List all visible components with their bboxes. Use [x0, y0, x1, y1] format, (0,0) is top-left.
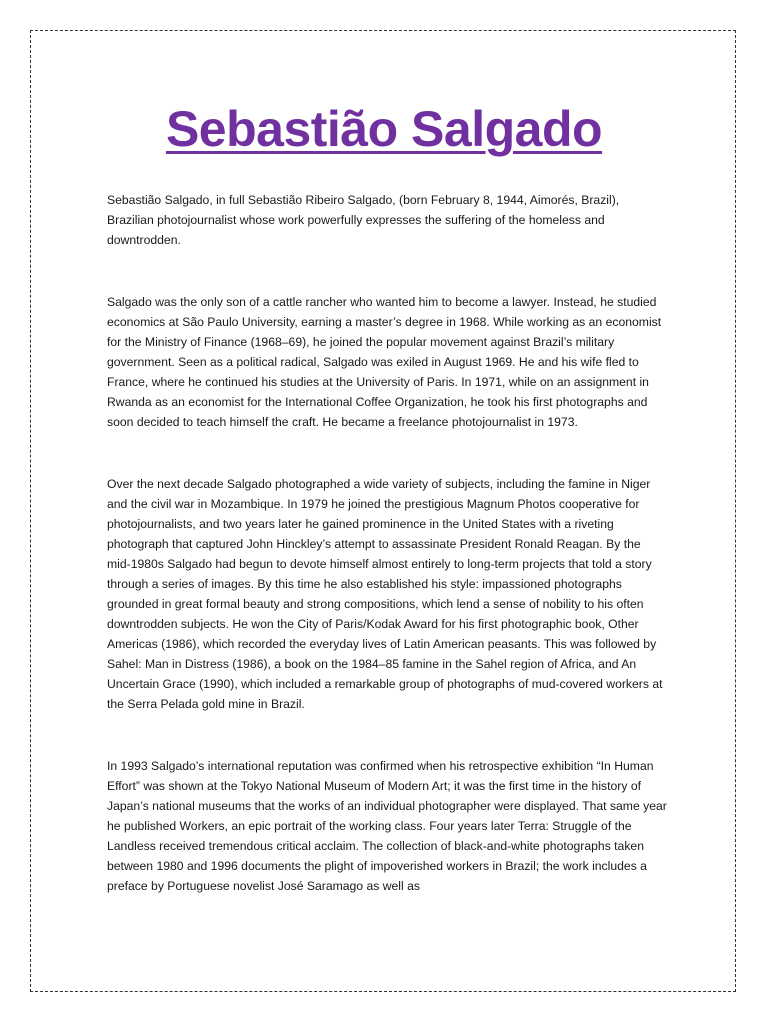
- paragraph-reputation: In 1993 Salgado’s international reputation was confirmed when his retrospective exhibition “In Human Effort” was shown at the Tokyo National Museum of Modern Art; it was the first time in the history of Japan’s national museums that the works of an individual photographer were displayed. That same year he published Workers, an epic portrait of the working class. Four years later Terra: Struggle of the Landless received tremendous critical acclaim. The collection of black-and-white photographs taken between 1980 and 1996 documents the plight of impoverished workers in Brazil; the work includes a preface by Portuguese novelist José Saramago as well as: [107, 759, 667, 893]
- paragraph-intro: Sebastião Salgado, in full Sebastião Ribeiro Salgado, (born February 8, 1944, Aimorés, Brazil), Brazilian photojournalist whose work powerfully expresses the suffering of the homeless and downtrodden.: [107, 193, 620, 247]
- paragraph-early-life: Salgado was the only son of a cattle rancher who wanted him to become a lawyer. Instead, he studied economics at São Paulo University, earning a master’s degree in 1968. While working as an economist for the Ministry of Finance (1968–69), he joined the popular movement against Brazil’s military government. Seen as a political radical, Salgado was exiled in August 1969. He and his wife fled to France, where he continued his studies at the University of Paris. In 1971, while on an assignment in Rwanda as an economist for the International Coffee Organization, he took his first photographs and soon decided to teach himself the craft. He became a freelance photojournalist in 1973.: [107, 295, 662, 429]
- document-body: [107, 190, 667, 896]
- document-title: Sebastião Salgado: [165, 101, 603, 157]
- paragraph-career: Over the next decade Salgado photographed a wide variety of subjects, including the famine in Niger and the civil war in Mozambique. In 1979 he joined the prestigious Magnum Photos cooperative for photojournalists, and two years later he gained prominence in the United States with a riveting photograph that captured John Hinckley’s attempt to assassinate President Ronald Reagan. By the mid-1980s Salgado had begun to devote himself almost entirely to long-term projects that told a story through a series of images. By this time he also established his style: impassioned photographs grounded in great formal beauty and strong compositions, which lend a sense of nobility to his often downtrodden subjects. He won the City of Paris/Kodak Award for his first photographic book, Other Americas (1986), which recorded the everyday lives of Latin American peasants. This was followed by Sahel: Man in Distress (1986), a book on the 1984–85 famine in the Sahel region of Africa, and An Uncertain Grace (1990), which included a remarkable group of photographs of mud-covered workers at the Serra Pelada gold mine in Brazil.: [107, 477, 663, 711]
